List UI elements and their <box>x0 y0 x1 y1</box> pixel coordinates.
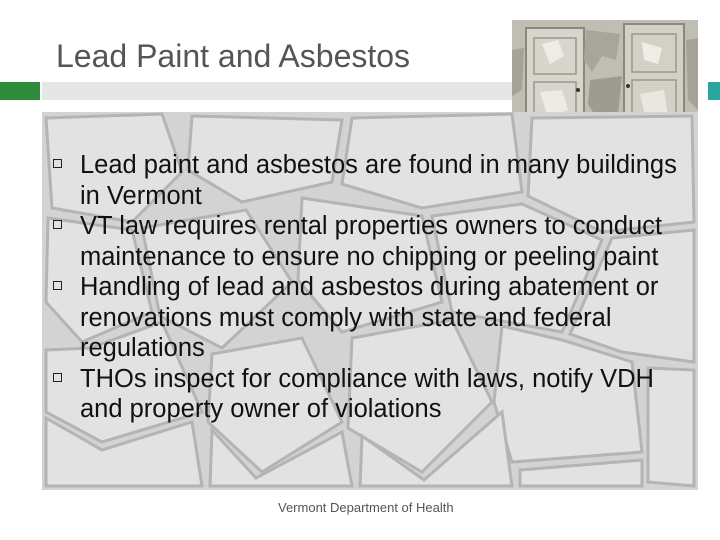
hollow-square-icon <box>53 281 62 290</box>
list-item <box>42 150 702 211</box>
bullet-text: THOs inspect for compliance with laws, notify VDH and property owner of violations <box>80 364 654 423</box>
left-accent-bar <box>0 82 40 100</box>
hollow-square-icon <box>53 373 62 382</box>
hollow-square-icon <box>53 159 62 168</box>
title-underline-bar <box>42 82 512 100</box>
hollow-square-icon <box>53 220 62 229</box>
footer-text: Vermont Department of Health <box>278 500 454 515</box>
list-item <box>42 272 702 364</box>
right-accent-bar <box>708 82 720 100</box>
bullet-text: VT law requires rental properties owners to conduct maintenance to ensure no chipping or peeling paint <box>80 212 663 271</box>
bullet-text: Lead paint and asbestos are found in many buildings in Vermont <box>80 151 677 210</box>
bullet-list <box>42 150 702 425</box>
bullet-text: Handling of lead and asbestos during abatement or renovations must comply with state and federal regulations <box>80 273 659 362</box>
slide-title: Lead Paint and Asbestos <box>56 38 411 74</box>
list-item <box>42 364 702 425</box>
list-item <box>42 211 702 272</box>
